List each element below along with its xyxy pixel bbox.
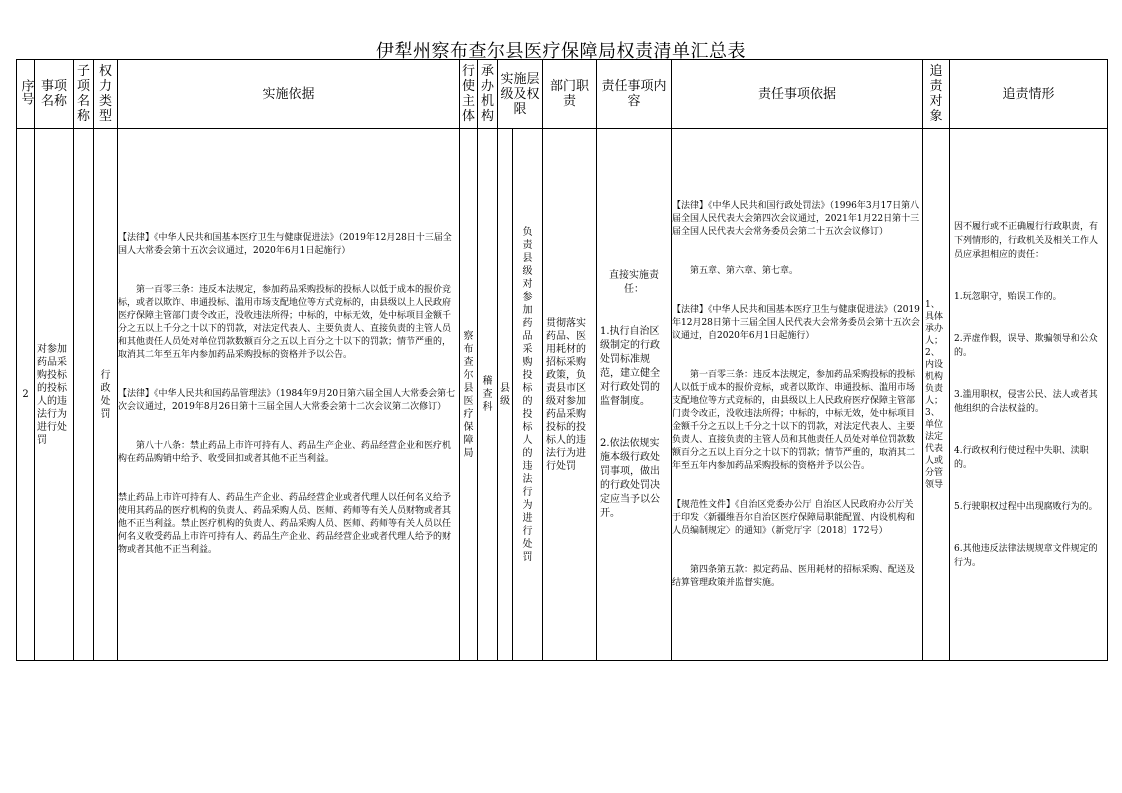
- header-subject: 行使主体: [460, 60, 478, 129]
- resp-basis-article-4: 第四条第五款：拟定药品、医用耗材的招标采购、配送及结算管理政策并监督实施。: [672, 564, 916, 588]
- basis-law-2: 【法律】《中华人民共和国药品管理法》（1984年9月20日第六届全国人大常委会第七次会议通过，2019年8月26日第十三届全国人大常委会第十二次会议第二次修订）: [118, 389, 456, 412]
- situation-6: 6.其他违反法律法规规章文件规定的行为。: [954, 543, 1098, 568]
- header-dept-duty: 部门职责: [543, 60, 597, 129]
- row-power-type: 行政处罚: [94, 129, 118, 661]
- resp-basis-normative: 【规范性文件】《自治区党委办公厅 自治区人民政府办公厅关于印发〈新疆维吾尔自治区医疗保障局职能配置、内设机构和人员编制规定〉的通知》（新党厅字〔2018〕172号）: [672, 499, 916, 536]
- header-row: [17, 60, 1108, 129]
- header-seq: 序号: [17, 60, 35, 129]
- basis-article-88: 第八十八条：禁止药品上市许可持有人、药品生产企业、药品经营企业和医疗机构在药品购销中给予、收受回扣或者其他不正当利益。: [118, 441, 452, 464]
- basis-article-103: 第一百零三条：违反本法规定，参加药品采购投标的投标人以低于成本的报价竞标，或者以欺诈、串通投标、滥用市场支配地位等方式竞标的，由县级以上人民政府医疗保障主管部门责令改正，没收违法所得；中标的，中标无效，处中标项目金额千分之五以上千分之十以下的罚款，对法定代表人、主要负责人、直接负责的主管人员和其他责任人员处对单位罚款数额百分之五以上百分之十以下的罚款；情节严重的，取消其二年至五年内参加药品采购投标的资格并予以公告。: [118, 285, 452, 360]
- row-subject: 察布查尔县医疗保障局: [460, 129, 478, 661]
- header-situation: 追责情形: [950, 60, 1108, 129]
- situation-intro: 因不履行或不正确履行行政职责，有下列情形的，行政机关及相关工作人员应承担相应的责任：: [954, 221, 1099, 260]
- basis-law-1: 【法律】《中华人民共和国基本医疗卫生与健康促进法》（2019年12月28日十三届全国人大常委会第十五次会议通过，2020年6月1日起施行）: [118, 233, 452, 256]
- resp-basis-chapters: 第五章、第六章、第七章。: [690, 265, 799, 276]
- document-title: 伊犁州察布查尔县医疗保障局权责清单汇总表: [376, 41, 746, 62]
- responsibility-table: [16, 59, 1108, 661]
- row-dept-duty: 贯彻落实药品、医用耗材的招标采购政策，负责县市区级对参加药品采购投标的投标人的违法行为进行处罚: [543, 129, 597, 661]
- header-resp-content: 责任事项内容: [597, 60, 672, 129]
- header-resp-basis: 责任事项依据: [672, 60, 923, 129]
- resp-basis-article-103: 第一百零三条：违反本法规定，参加药品采购投标的投标人以低于成本的报价竞标，或者以欺诈、串通投标、滥用市场支配地位等方式竞标的，由县级以上人民政府医疗保障主管部门责令改正，没收违法所得；中标的，中标无效，处中标项目金额千分之五以上千分之十以下的罚款，对法定代表人、主要负责人、直接负责的主管人员和其他责任人员处对单位罚款数额百分之五以上百分之十以下的罚款；情节严重的，取消其二年至五年内参加药品采购投标的资格并予以公告。: [672, 369, 916, 471]
- row-basis: [118, 129, 460, 661]
- row-sub-item-name: [74, 129, 94, 661]
- resp-content-heading: 直接实施责任：: [609, 269, 659, 295]
- table-row: [17, 129, 1108, 661]
- situation-2: 2.弄虚作假，误导、欺骗领导和公众的。: [954, 333, 1098, 358]
- row-target: 1、具体承办人；2、内设机构负责人；3、单位法定代表人或分管领导: [923, 129, 950, 661]
- header-item-name: 事项名称: [35, 60, 74, 129]
- situation-5: 5.行驶职权过程中出现腐败行为的。: [954, 501, 1098, 512]
- header-power-type: 权力类型: [94, 60, 118, 129]
- header-undertaker: 承办机构: [478, 60, 498, 129]
- header-sub-item-name: 子项名称: [74, 60, 94, 129]
- resp-content-2: 2.依法依规实施本级行政处罚事项，做出的行政处罚决定应当予以公开。: [600, 437, 660, 519]
- situation-4: 4.行政权利行使过程中失职、渎职的。: [954, 445, 1089, 470]
- row-level: 县级: [498, 129, 513, 661]
- row-resp-content: [597, 129, 672, 661]
- basis-article-88-cont: 禁止药品上市许可持有人、药品生产企业、药品经营企业或者代理人以任何名义给予使用其药品的医疗机构的负责人、药品采购人员、医师、药师等有关人员财物或者其他不正当利益。禁止医疗机构的负责人、药品采购人员、医师、药师等有关人员以任何名义收受药品上市许可持有人、药品生产企业、药品经营企业或者代理人给予的财物或者其他不正当利益。: [118, 493, 452, 555]
- header-target: 追责对象: [923, 60, 950, 129]
- row-undertaker: 稽查科: [478, 129, 498, 661]
- row-resp-basis: [672, 129, 923, 661]
- header-basis: 实施依据: [118, 60, 460, 129]
- resp-basis-law-1: 【法律】《中华人民共和国行政处罚法》（1996年3月17日第八届全国人民代表大会第四次会议通过，2021年1月22日第十三届全国人民代表大会常务委员会第二十五次会议修订）: [672, 200, 920, 237]
- row-item-name: 对参加药品采购投标的投标人的违法行为进行处罚: [35, 129, 74, 661]
- row-level-authority: 负责县级对参加药品采购投标的投标人的违法行为进行处罚: [513, 129, 543, 661]
- header-level: 实施层级及权限: [498, 60, 543, 129]
- row-seq: 2: [17, 129, 35, 661]
- resp-content-1: 1.执行自治区级制定的行政处罚标准规范，建立健全对行政处罚的监督制度。: [600, 325, 660, 407]
- resp-basis-law-2: 【法律】《中华人民共和国基本医疗卫生与健康促进法》（2019年12月28日第十三届全国人民代表大会常务委员会第十五次会议通过，自2020年6月1日起施行）: [672, 304, 920, 341]
- situation-1: 1.玩忽职守，贻误工作的。: [954, 291, 1062, 302]
- situation-3: 3.滥用职权，侵害公民、法人或者其他组织的合法权益的。: [954, 389, 1098, 414]
- row-situation: [950, 129, 1108, 661]
